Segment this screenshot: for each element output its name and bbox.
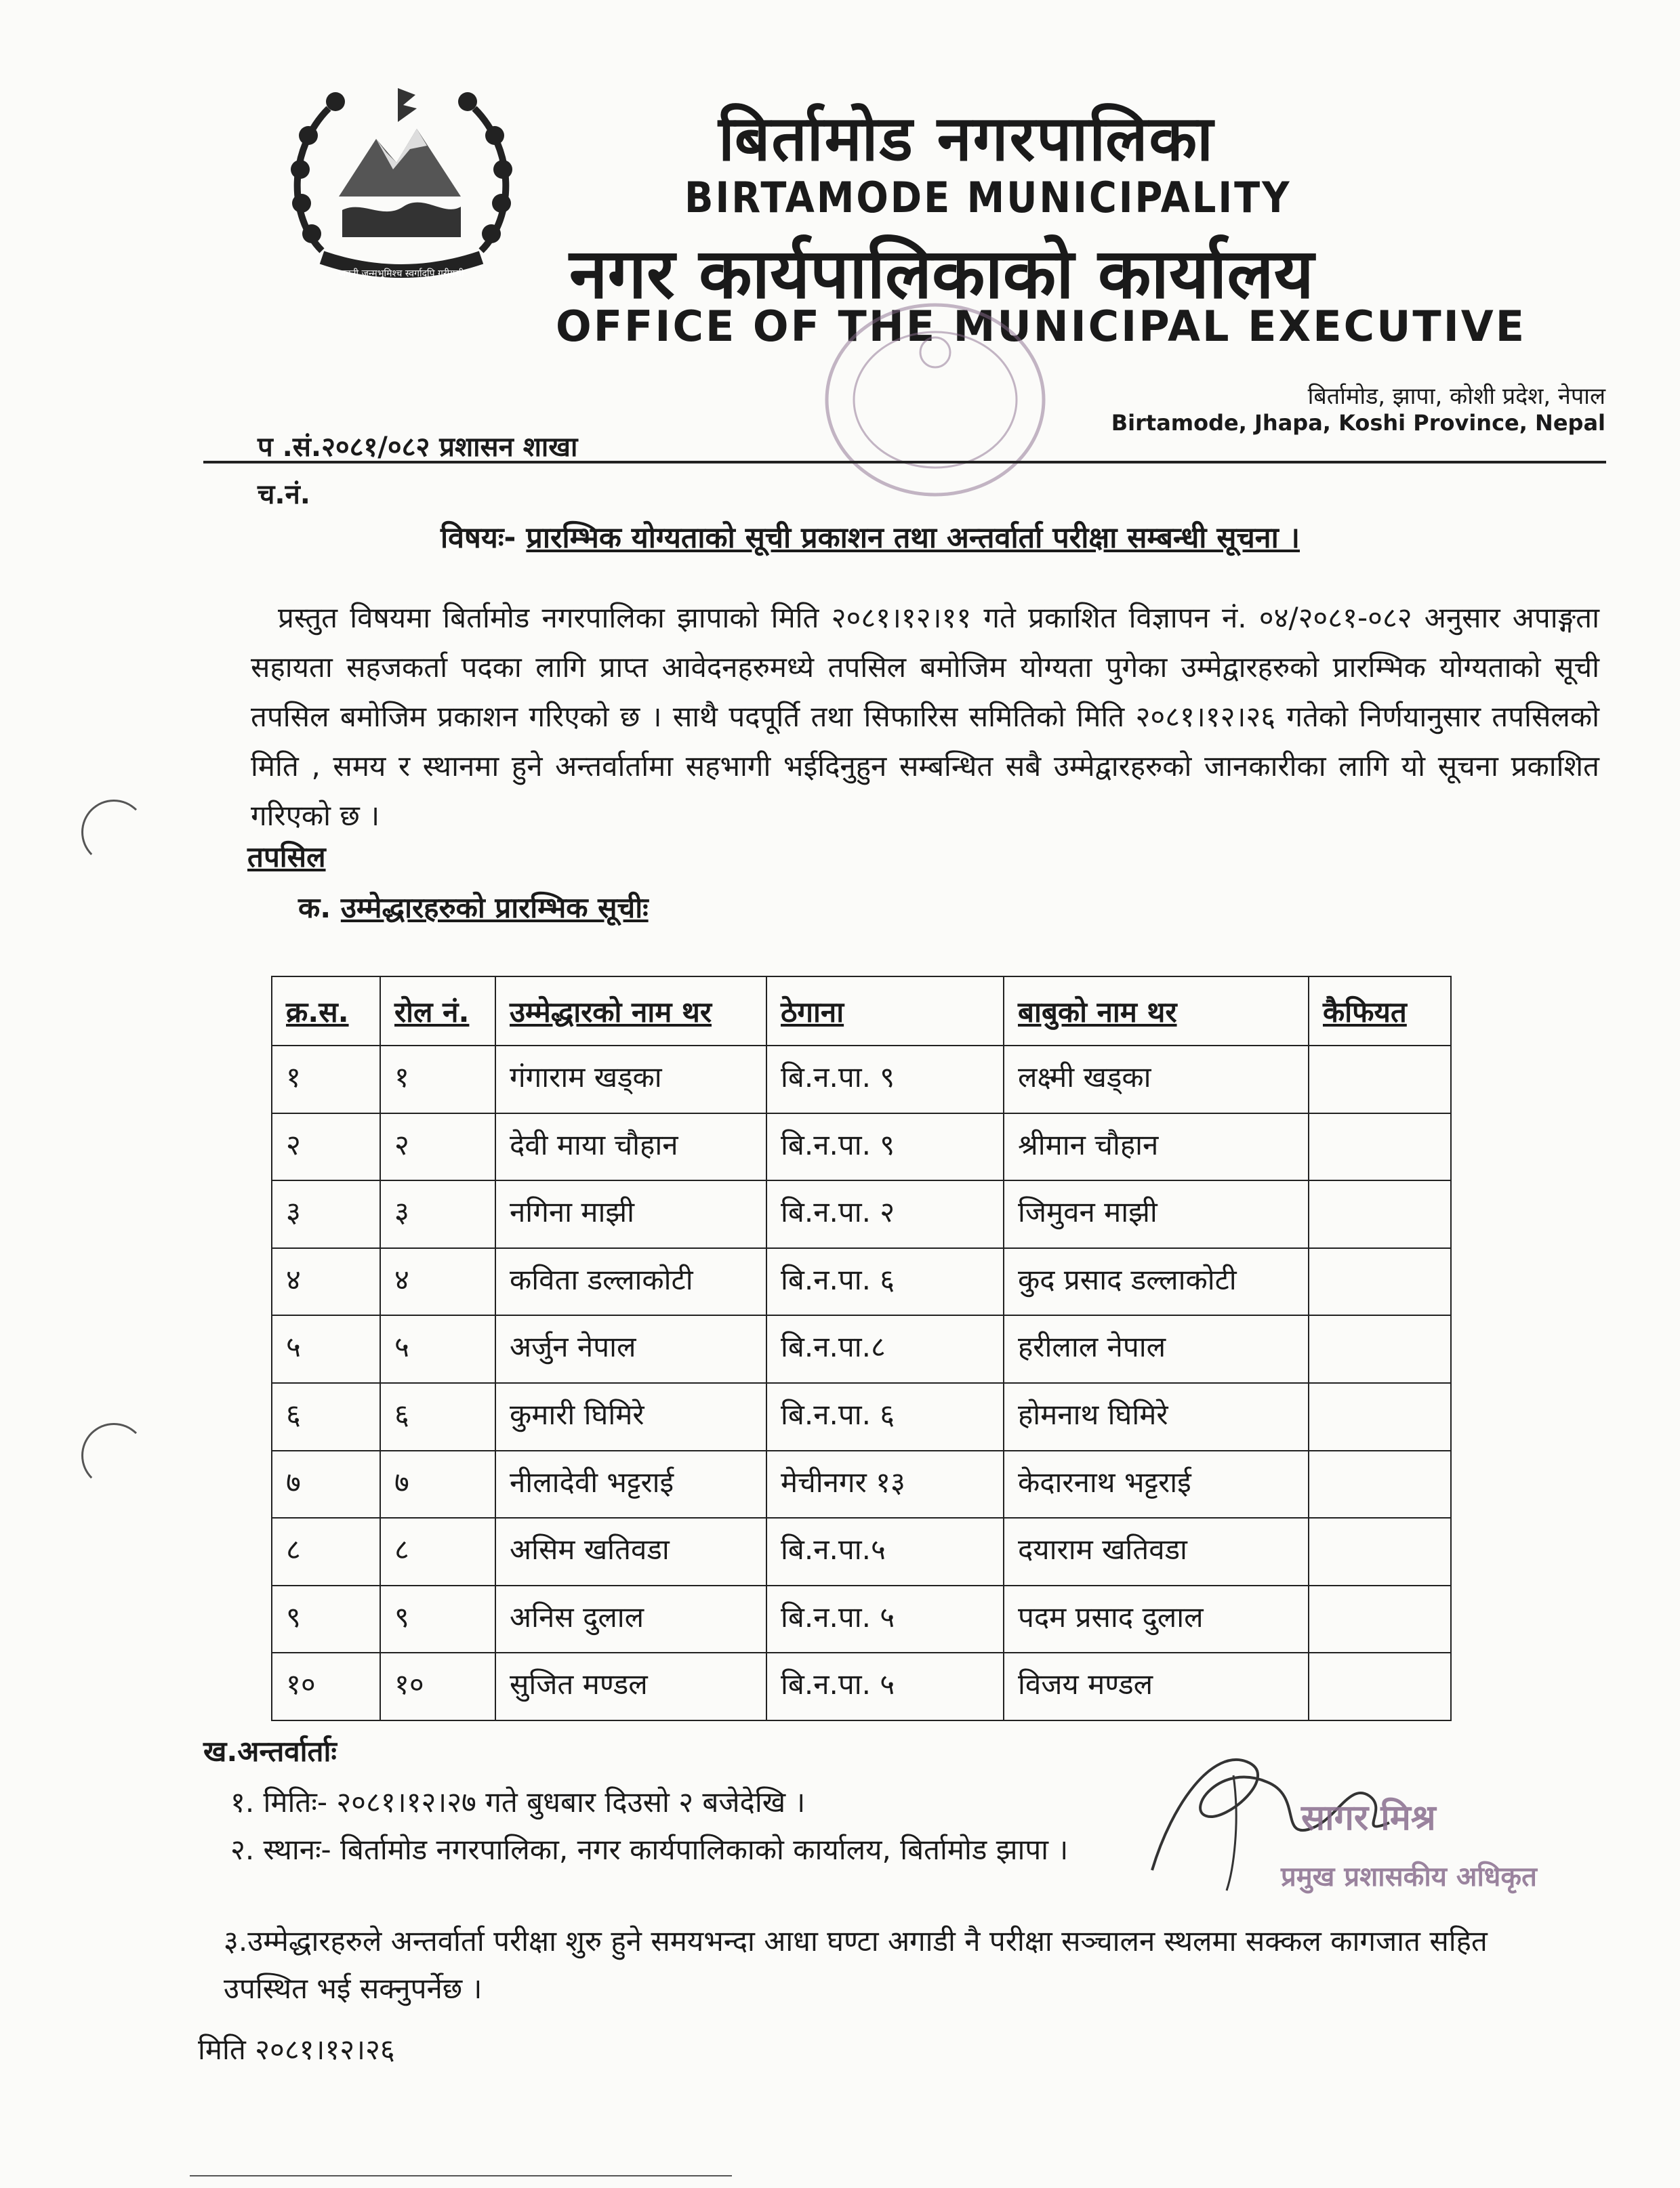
cell-name: अर्जुन नेपाल bbox=[495, 1315, 766, 1383]
section-ka-title: उम्मेद्धारहरुको प्रारम्भिक सूचीः bbox=[340, 891, 649, 924]
interview-instruction-item: ३.उम्मेद्धारहरुले अन्तर्वार्ता परीक्षा शुरु हुने समयभन्दा आधा घण्टा अगाडी नै परीक्षा सञ्चालन स्थलमा सक्कल कागजात सहित उपस्थित भई सक्नुपर्नेछ । bbox=[224, 1924, 1488, 2005]
table-row bbox=[272, 1315, 1451, 1383]
table-row bbox=[272, 1451, 1451, 1519]
reference-number: प .सं.२०८१/०८२ प्रशासन शाखा bbox=[258, 432, 578, 463]
cell-father-name: केदारनाथ भट्टराई bbox=[1004, 1451, 1309, 1519]
col-name: उम्मेद्धारको नाम थर bbox=[495, 976, 766, 1046]
cell-father-name: कुद प्रसाद डल्लाकोटी bbox=[1004, 1248, 1309, 1316]
punch-hole-decoration bbox=[81, 1423, 146, 1488]
cell-roll: १ bbox=[380, 1046, 495, 1113]
nepal-emblem-icon bbox=[281, 75, 522, 291]
cell-father-name: पदम प्रसाद दुलाल bbox=[1004, 1586, 1309, 1653]
table-row bbox=[272, 1180, 1451, 1248]
cell-roll: १० bbox=[380, 1653, 495, 1720]
section-ka-label: क. bbox=[298, 891, 331, 924]
col-father-name: बाबुको नाम थर bbox=[1004, 976, 1309, 1046]
table-body bbox=[272, 1046, 1451, 1720]
cell-serial: ७ bbox=[272, 1451, 380, 1519]
cell-serial: २ bbox=[272, 1113, 380, 1181]
cell-name: देवी माया चौहान bbox=[495, 1113, 766, 1181]
cell-father-name: लक्ष्मी खड्का bbox=[1004, 1046, 1309, 1113]
cell-address: बि.न.पा.५ bbox=[766, 1518, 1004, 1586]
cell-roll: २ bbox=[380, 1113, 495, 1181]
cell-address: मेचीनगर १३ bbox=[766, 1451, 1004, 1519]
cell-remarks bbox=[1309, 1451, 1451, 1519]
table-row bbox=[272, 1046, 1451, 1113]
cell-remarks bbox=[1309, 1046, 1451, 1113]
cell-remarks bbox=[1309, 1383, 1451, 1451]
cell-father-name: दयाराम खतिवडा bbox=[1004, 1518, 1309, 1586]
cell-remarks bbox=[1309, 1315, 1451, 1383]
col-remarks: कैफियत bbox=[1309, 976, 1451, 1046]
cell-roll: ८ bbox=[380, 1518, 495, 1586]
table-row bbox=[272, 1586, 1451, 1653]
cell-serial: ८ bbox=[272, 1518, 380, 1586]
cell-name: नीलादेवी भट्टराई bbox=[495, 1451, 766, 1519]
interview-date-item: १. मितिः- २०८१।१२।२७ गते बुधबार दिउसो २ बजेदेखि । bbox=[230, 1786, 806, 1819]
office-seal-stamp bbox=[806, 291, 1064, 508]
issue-date: मिति २०८१।१२।२६ bbox=[198, 2033, 395, 2066]
cell-roll: ४ bbox=[380, 1248, 495, 1316]
cell-name: गंगाराम खड्का bbox=[495, 1046, 766, 1113]
col-roll: रोल नं. bbox=[380, 976, 495, 1046]
cell-serial: ६ bbox=[272, 1383, 380, 1451]
subject-label: विषयः- bbox=[441, 521, 516, 555]
cell-roll: ७ bbox=[380, 1451, 495, 1519]
cell-remarks bbox=[1309, 1113, 1451, 1181]
cell-address: बि.न.पा. ६ bbox=[766, 1383, 1004, 1451]
cell-roll: ९ bbox=[380, 1586, 495, 1653]
section-kha-heading: ख.अन्तर्वार्ताः bbox=[203, 1735, 337, 1768]
cell-father-name: श्रीमान चौहान bbox=[1004, 1113, 1309, 1181]
cell-address: बि.न.पा.८ bbox=[766, 1315, 1004, 1383]
table-row bbox=[272, 1113, 1451, 1181]
municipality-name-nepali: बिर्तामोड नगरपालिका bbox=[718, 102, 1214, 175]
cell-address: बि.न.पा. ९ bbox=[766, 1046, 1004, 1113]
cell-name: नगिना माझी bbox=[495, 1180, 766, 1248]
subject-line bbox=[441, 516, 1300, 556]
office-name-nepali: नगर कार्यपालिकाको कार्यालय bbox=[569, 234, 1314, 314]
signatory-name: सागर मिश्र bbox=[1301, 1798, 1436, 1838]
signatory-title: प्रमुख प्रशासकीय अधिकृत bbox=[1281, 1861, 1537, 1893]
col-address: ठेगाना bbox=[766, 976, 1004, 1046]
cell-name: अनिस दुलाल bbox=[495, 1586, 766, 1653]
cell-address: बि.न.पा. ६ bbox=[766, 1248, 1004, 1316]
municipality-name-english: BIRTAMODE MUNICIPALITY bbox=[684, 173, 1292, 222]
cell-address: बि.न.पा. ५ bbox=[766, 1586, 1004, 1653]
cell-roll: ३ bbox=[380, 1180, 495, 1248]
address-nepali: बिर्तामोड, झापा, कोशी प्रदेश, नेपाल bbox=[1307, 383, 1605, 410]
section-ka-heading bbox=[298, 888, 649, 926]
office-name-english: OFFICE OF THE MUNICIPAL EXECUTIVE bbox=[556, 302, 1527, 351]
cell-remarks bbox=[1309, 1586, 1451, 1653]
emblem-motto: जननी जन्मभूमिश्च स्वर्गादपि गरीयसी bbox=[338, 268, 464, 279]
table-row bbox=[272, 1383, 1451, 1451]
cell-name: सुजित मण्डल bbox=[495, 1653, 766, 1720]
table-row bbox=[272, 1518, 1451, 1586]
cell-remarks bbox=[1309, 1180, 1451, 1248]
candidate-table bbox=[271, 976, 1452, 1721]
dispatch-number: च.नं. bbox=[258, 479, 310, 510]
address-english: Birtamode, Jhapa, Koshi Province, Nepal bbox=[1111, 410, 1605, 436]
cell-name: असिम खतिवडा bbox=[495, 1518, 766, 1586]
cell-name: कुमारी घिमिरे bbox=[495, 1383, 766, 1451]
cell-roll: ६ bbox=[380, 1383, 495, 1451]
footer-line bbox=[190, 2175, 732, 2176]
cell-serial: ९ bbox=[272, 1586, 380, 1653]
punch-hole-decoration bbox=[81, 800, 146, 865]
cell-remarks bbox=[1309, 1518, 1451, 1586]
cell-father-name: हरीलाल नेपाल bbox=[1004, 1315, 1309, 1383]
cell-address: बि.न.पा. २ bbox=[766, 1180, 1004, 1248]
table-row bbox=[272, 1248, 1451, 1316]
notice-body: प्रस्तुत विषयमा बिर्तामोड नगरपालिका झापाको मिति २०८१।१२।११ गते प्रकाशित विज्ञापन नं. ०४/२०८१-०८२ अनुसार अपाङ्गता सहायता सहजकर्ता पदका लागि प्राप्त आवेदनहरुमध्ये तपसिल बमोजिम योग्यता पुगेका उम्मेद्वारहरुको प्रारम्भिक योग्यताको सूची तपसिल बमोजिम प्रकाशन गरिएको छ । साथै पदपूर्ति तथा सिफारिस समितिको मिति २०८१।१२।२६ गतेको निर्णयानुसार तपसिलको मिति , समय र स्थानमा हुने अन्तर्वार्तामा सहभागी भईदिनुहुन सम्बन्धित सबै उम्मेद्वारहरुको जानकारीका लागि यो सूचना प्रकाशित गरिएको छ । bbox=[251, 601, 1599, 832]
cell-serial: १ bbox=[272, 1046, 380, 1113]
cell-name: कविता डल्लाकोटी bbox=[495, 1248, 766, 1316]
cell-serial: ४ bbox=[272, 1248, 380, 1316]
cell-address: बि.न.पा. ९ bbox=[766, 1113, 1004, 1181]
candidate-table-wrapper bbox=[271, 976, 1450, 1721]
cell-father-name: जिमुवन माझी bbox=[1004, 1180, 1309, 1248]
cell-remarks bbox=[1309, 1248, 1451, 1316]
cell-roll: ५ bbox=[380, 1315, 495, 1383]
col-serial: क्र.स. bbox=[272, 976, 380, 1046]
cell-serial: ५ bbox=[272, 1315, 380, 1383]
table-header-row bbox=[272, 976, 1451, 1046]
cell-address: बि.न.पा. ५ bbox=[766, 1653, 1004, 1720]
interview-venue-item: २. स्थानः- बिर्तामोड नगरपालिका, नगर कार्यपालिकाको कार्यालय, बिर्तामोड झापा । bbox=[230, 1833, 1069, 1866]
table-row bbox=[272, 1653, 1451, 1720]
cell-father-name: होमनाथ घिमिरे bbox=[1004, 1383, 1309, 1451]
details-heading: तपसिल bbox=[247, 840, 326, 873]
cell-father-name: विजय मण्डल bbox=[1004, 1653, 1309, 1720]
subject-text: प्रारम्भिक योग्यताको सूची प्रकाशन तथा अन्तर्वार्ता परीक्षा सम्बन्धी सूचना । bbox=[526, 521, 1300, 555]
cell-serial: ३ bbox=[272, 1180, 380, 1248]
cell-remarks bbox=[1309, 1653, 1451, 1720]
cell-serial: १० bbox=[272, 1653, 380, 1720]
